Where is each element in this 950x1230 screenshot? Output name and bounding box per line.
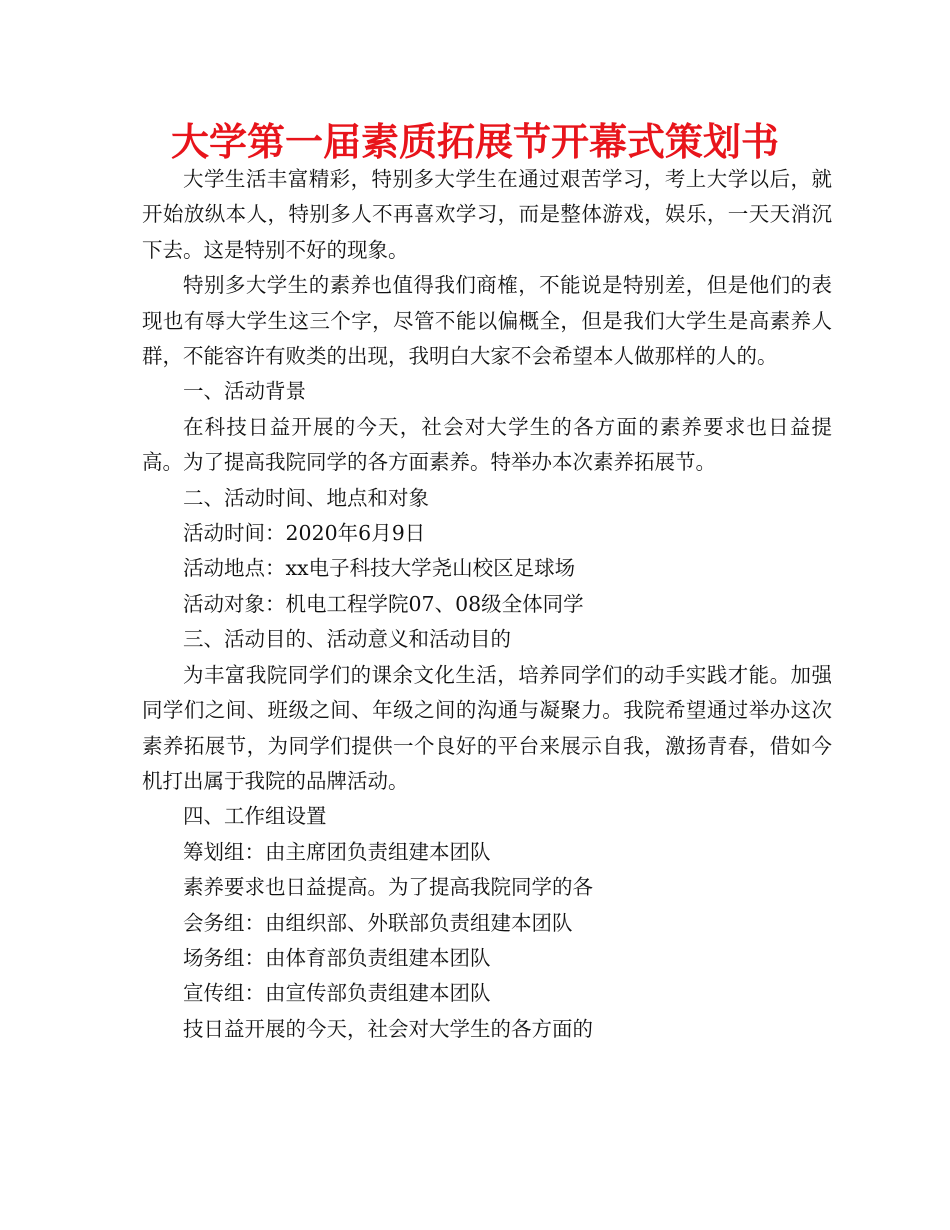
group-planning: 筹划组：由主席团负责组建本团队 bbox=[183, 839, 491, 864]
paragraph-purpose: 为丰富我院同学们的课余文化生活，培养同学们的动手实践才能。加强同学们之间、班级之间、年级之间的沟通与凝聚力。我院希望通过举办这次素养拓展节，为同学们提供一个良好的平台来展示自我，激扬青春，借如今机打出属于我院的品牌活动。 bbox=[142, 662, 832, 793]
section-heading-working-groups: 四、工作组设置 bbox=[183, 804, 327, 829]
paragraph-intro-2: 特别多大学生的素养也值得我们商榷，不能说是特别差，但是他们的表现也有辱大学生这三个字，尽管不能以偏概全，但是我们大学生是高素养人群，不能容许有败类的出现，我明白大家不会希望本人做那样的人的。 bbox=[142, 273, 832, 369]
group-publicity: 宣传组：由宣传部负责组建本团队 bbox=[183, 981, 491, 1006]
document-body bbox=[142, 162, 832, 1047]
group-conference: 会务组：由组织部、外联部负责组建本团队 bbox=[183, 910, 573, 935]
group-venue: 场务组：由体育部负责组建本团队 bbox=[183, 945, 491, 970]
section-heading-purpose: 三、活动目的、活动意义和活动目的 bbox=[183, 627, 511, 652]
section-heading-background: 一、活动背景 bbox=[183, 379, 306, 404]
text-fragment-2: 技日益开展的今天，社会对大学生的各方面的 bbox=[183, 1016, 593, 1041]
paragraph-intro-1: 大学生活丰富精彩，特别多大学生在通过艰苦学习，考上大学以后，就开始放纵本人，特别多人不再喜欢学习，而是整体游戏，娱乐，一天天消沉下去。这是特别不好的现象。 bbox=[142, 167, 832, 262]
paragraph-background: 在科技日益开展的今天，社会对大学生的各方面的素养要求也日益提高。为了提高我院同学的各方面素养。特举办本次素养拓展节。 bbox=[142, 414, 832, 475]
event-audience: 活动对象：机电工程学院07、08级全体同学 bbox=[183, 591, 584, 616]
event-location: 活动地点：xx电子科技大学尧山校区足球场 bbox=[183, 556, 576, 581]
section-heading-time-place: 二、活动时间、地点和对象 bbox=[183, 485, 429, 510]
event-time: 活动时间：2020年6月9日 bbox=[183, 521, 426, 546]
document-title: 大学第一届素质拓展节开幕式策划书 bbox=[170, 120, 779, 164]
text-fragment-1: 素养要求也日益提高。为了提高我院同学的各 bbox=[183, 875, 593, 900]
